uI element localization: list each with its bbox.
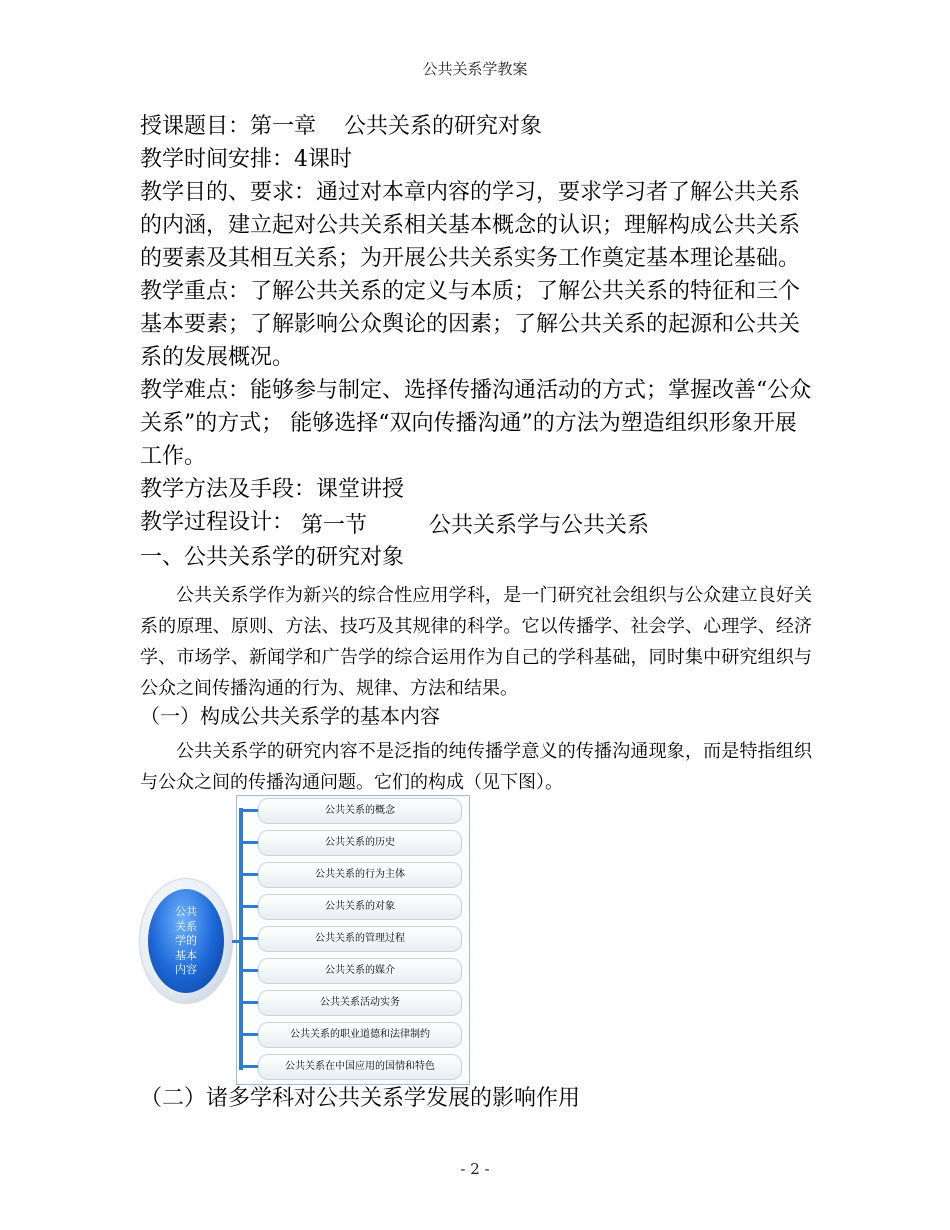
center-label-line: 公共 [175, 905, 197, 918]
page-number: - 2 - [460, 1160, 490, 1178]
diagram-item: 公共关系在中国应用的国情和特色 [258, 1054, 462, 1080]
center-label-line: 内容 [175, 963, 197, 976]
diagram-item: 公共关系的职业道德和法律制约 [258, 1022, 462, 1048]
center-label-line: 关系 [175, 919, 197, 933]
section-number: 第一节 [300, 513, 367, 538]
paragraph-1: 公共关系学作为新兴的综合性应用学科，是一门研究社会组织与公众建立良好关系的原理、原则、方法、技巧及其规律的科学。它以传播学、社会学、心理学、经济学、市场学、新闻学和广告学的综合运用作为自己的学科基础，同时集中研究组织与公众之间传播沟通的行为、规律、方法和结果。 [140, 585, 812, 699]
methods-line: 教学方法及手段：课堂讲授 [140, 477, 405, 502]
center-circle-label [148, 905, 224, 978]
key-points-line: 教学重点：了解公共关系的定义与本质；了解公共关系的特征和三个基本要素；了解影响公众舆论的因素；了解公共关系的起源和公共关系的发展概况。 [140, 279, 801, 370]
diagram-item: 公共关系的对象 [258, 894, 462, 920]
content-diagram [140, 795, 470, 1085]
paragraph-2: 公共关系学的研究内容不是泛指的纯传播学意义的传播沟通现象，而是特指组织与公众之间的传播沟通问题。它们的构成（见下图）。 [140, 741, 812, 793]
item-connector [243, 905, 259, 908]
item-connector [243, 969, 259, 972]
process-line: 教学过程设计： [140, 510, 295, 535]
heading-1: 一、公共关系学的研究对象 [140, 545, 405, 570]
diagram-item: 公共关系活动实务 [258, 990, 462, 1016]
topic-label: 授课题目：第一章 [140, 114, 317, 139]
difficulties-part2: 能够选择“双向传播沟通”的方法为塑造组织形象开展工作。 [140, 411, 797, 469]
item-connector [243, 809, 259, 812]
topic-title: 公共关系的研究对象 [344, 114, 543, 139]
center-label-line: 学的 [175, 934, 197, 947]
item-connector [243, 873, 259, 876]
item-connector [243, 1001, 259, 1004]
item-connector [243, 1065, 259, 1068]
schedule-line: 教学时间安排：4课时 [140, 147, 352, 172]
topic-line [140, 110, 812, 143]
diagram-item: 公共关系的媒介 [258, 958, 462, 984]
section-name: 公共关系学与公共关系 [429, 513, 650, 538]
difficulties-line [140, 374, 812, 473]
section-title [0, 508, 950, 539]
center-label-line: 基本 [175, 948, 197, 962]
diagram-item: 公共关系的历史 [258, 830, 462, 856]
diagram-item: 公共关系的行为主体 [258, 862, 462, 888]
lesson-info [140, 110, 812, 539]
subheading-1: （一）构成公共关系学的基本内容 [140, 704, 440, 728]
goals-line: 教学目的、要求：通过对本章内容的学习，要求学习者了解公共关系的内涵，建立起对公共关系相关基本概念的认识；理解构成公共关系的要素及其相互关系；为开展公共关系实务工作奠定基本理论基础。 [140, 180, 801, 271]
item-connector [243, 937, 259, 940]
difficulties-part1: 教学难点：能够参与制定、选择传播沟通活动的方式；掌握改善“公众关系”的方式； [140, 378, 812, 436]
diagram-item: 公共关系的概念 [258, 798, 462, 824]
diagram-item: 公共关系的管理过程 [258, 926, 462, 952]
item-connector [243, 841, 259, 844]
page-header: 公共关系学教案 [422, 60, 528, 78]
subheading-2: （二）诸多学科对公共关系学发展的影响作用 [140, 1086, 581, 1111]
item-connector [243, 1033, 259, 1036]
